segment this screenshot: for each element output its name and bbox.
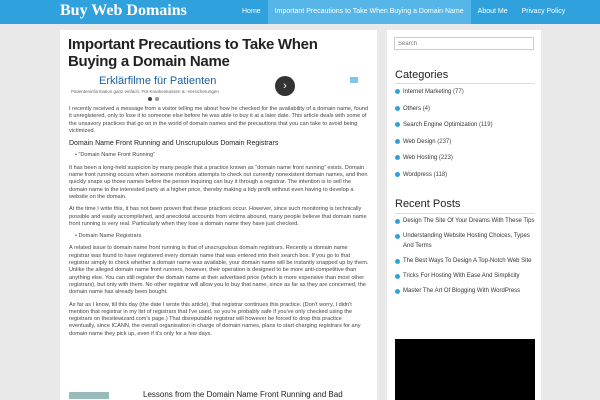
ad-next-arrow-icon[interactable]: › xyxy=(275,76,295,96)
lessons-section xyxy=(69,390,369,399)
ad-subtitle: Patienteninformation ganz einfach. Für Krankenkassen & -Versicherungen xyxy=(71,89,219,94)
article-paragraph: As far as I know, till this day (the date I wrote this article), that registrar continues this practice. (Don't worry, I didn't mention that registrar in my list of registrars that I've used, so you're probably safe if you've only checked using the registrars on thesitewizard.com's page.) That disreputable registrar will however be forced to drop this practice eventually, since ICANN, the overall organisation in charge of domain names, plans to start charging registrars for any domain name they pick up, even if it's only for a few days. xyxy=(69,301,361,337)
folder-icon xyxy=(395,139,400,144)
category-count: (77) xyxy=(453,89,464,95)
category-count: (119) xyxy=(479,122,493,128)
recent-post-link[interactable]: The Best Ways To Design A Top-Notch Web Site xyxy=(403,257,532,264)
site-brand-link[interactable]: Buy Web Domains xyxy=(60,2,187,19)
advertisement[interactable] xyxy=(69,75,299,101)
article-paragraph: I recently received a message from a visitor telling me about how he checked for the availability of a domain name, found it unregistered, only to lose it to someone else before he was able to buy it at a later date. This article deals with some of the unsavory practices that go on in the world of domain names and the precautions that you can take to avoid being victimized. xyxy=(69,106,369,134)
list-item xyxy=(395,138,537,146)
category-count: (118) xyxy=(433,171,448,178)
recent-post-link[interactable]: Understanding Website Hosting Choices, Types And Terms xyxy=(403,233,530,249)
top-navbar xyxy=(0,0,600,24)
list-item[interactable] xyxy=(395,287,537,297)
bullet-icon xyxy=(395,219,400,224)
article-title: Important Precautions to Take When Buying a Domain Name xyxy=(68,36,318,70)
article-list xyxy=(69,233,369,240)
article-list xyxy=(69,152,369,159)
nav-important-precautions[interactable]: Important Precautions to Take When Buying a Domain Name xyxy=(268,0,471,24)
list-item[interactable] xyxy=(395,272,537,282)
main-nav xyxy=(235,0,572,24)
list-item xyxy=(395,121,537,129)
category-link[interactable]: Web Hosting xyxy=(403,155,438,161)
folder-icon xyxy=(395,172,400,177)
sidebar xyxy=(387,30,541,400)
category-link[interactable]: Others xyxy=(403,105,422,112)
folder-icon xyxy=(395,106,400,111)
article-paragraph: At the time I write this, it has not been proven that these practices occur. However, since such monitoring is technically possible and easily accomplished, and anecdotal accounts from victims abound, many people believe that domain name front running is very real. Particularly when they lose a domain name they have just checked. xyxy=(69,206,367,227)
divider xyxy=(395,213,535,214)
article-heading: Domain Name Front Running and Unscrupulous Domain Registrars xyxy=(69,140,279,148)
search-input[interactable] xyxy=(394,37,534,50)
list-item: • “Domain Name Front Running” xyxy=(75,152,369,159)
category-count: (237) xyxy=(437,138,452,145)
recent-post-link[interactable]: Master The Art Of Blogging With WordPress xyxy=(403,287,521,294)
category-link[interactable]: Wordpress xyxy=(403,171,432,178)
category-link[interactable]: Web Design xyxy=(403,138,436,145)
ad-choices-icon[interactable] xyxy=(350,77,358,83)
recent-post-link[interactable]: Tricks For Hosting With Ease And Simplicity xyxy=(403,272,520,279)
recent-post-link[interactable]: Design The Site Of Your Dreams With These Tips xyxy=(403,218,535,224)
bullet-icon xyxy=(395,289,400,294)
bullet-icon xyxy=(395,259,400,264)
list-item xyxy=(395,171,537,179)
categories-list xyxy=(395,88,537,187)
categories-title: Categories xyxy=(395,69,449,81)
bullet-icon xyxy=(395,274,400,279)
category-count: (4) xyxy=(422,105,431,112)
list-item[interactable] xyxy=(395,232,537,251)
nav-home[interactable]: Home xyxy=(242,8,261,15)
nav-privacy-policy[interactable]: Privacy Policy xyxy=(521,8,566,15)
list-item xyxy=(395,154,537,162)
article-body xyxy=(69,106,369,343)
folder-icon xyxy=(395,89,400,94)
category-link[interactable]: Internet Marketing xyxy=(403,89,452,95)
ad-dot[interactable] xyxy=(155,97,159,101)
ad-dot-active[interactable] xyxy=(148,97,152,101)
list-item[interactable] xyxy=(395,257,537,267)
article-container xyxy=(60,30,377,400)
recent-posts-list xyxy=(395,217,537,302)
article-paragraph: It has been a long-held suspicion by many people that a practice known as “domain name front running” exists. Domain name front running occurs when someone monitors attempts to check out currently nonexistent domain names, and then quickly snaps up those names before the person inquiring can buy it through a registrar. The intention is to sell the domain name to the interested party at a higher price, thereby making a tidy profit without even having to develop a website on the domain. xyxy=(69,164,368,200)
folder-icon xyxy=(395,155,400,160)
lessons-heading: Lessons from the Domain Name Front Running and Bad xyxy=(143,390,343,399)
video-embed[interactable] xyxy=(395,339,535,400)
lessons-thumbnail-image xyxy=(69,392,109,399)
list-item xyxy=(395,105,537,113)
divider xyxy=(395,83,535,84)
list-item: • Domain Name Registrars xyxy=(75,233,369,240)
list-item xyxy=(395,88,537,96)
bullet-icon xyxy=(395,234,400,239)
folder-icon xyxy=(395,122,400,127)
recent-posts-title: Recent Posts xyxy=(395,198,461,210)
category-count: (223) xyxy=(438,155,453,161)
list-item[interactable] xyxy=(395,217,537,227)
category-link[interactable]: Search Engine Optimization xyxy=(403,122,478,128)
nav-about-me[interactable]: About Me xyxy=(477,8,508,15)
ad-carousel-dots xyxy=(148,97,159,101)
ad-title[interactable]: Erklärfilme für Patienten xyxy=(99,75,217,87)
article-paragraph: A related issue to domain name front running is that of unscrupulous domain registrars. Recently a domain name registrar was found to have registered every domain name that was entered into their search box. If you go to that registrar simply to check whether a domain name was available, your domain name will be instantly snapped up by them. Unlike the alleged domain name front runners, however, their operation is designed to be more anti-competitive than anything else. You can still register the domain name at their advertised price (which is more expensive than most other registrars), but only with them. No other registrar will allow you to buy that name, since as far as they are concerned, the domain name has already been bought. xyxy=(69,245,369,296)
